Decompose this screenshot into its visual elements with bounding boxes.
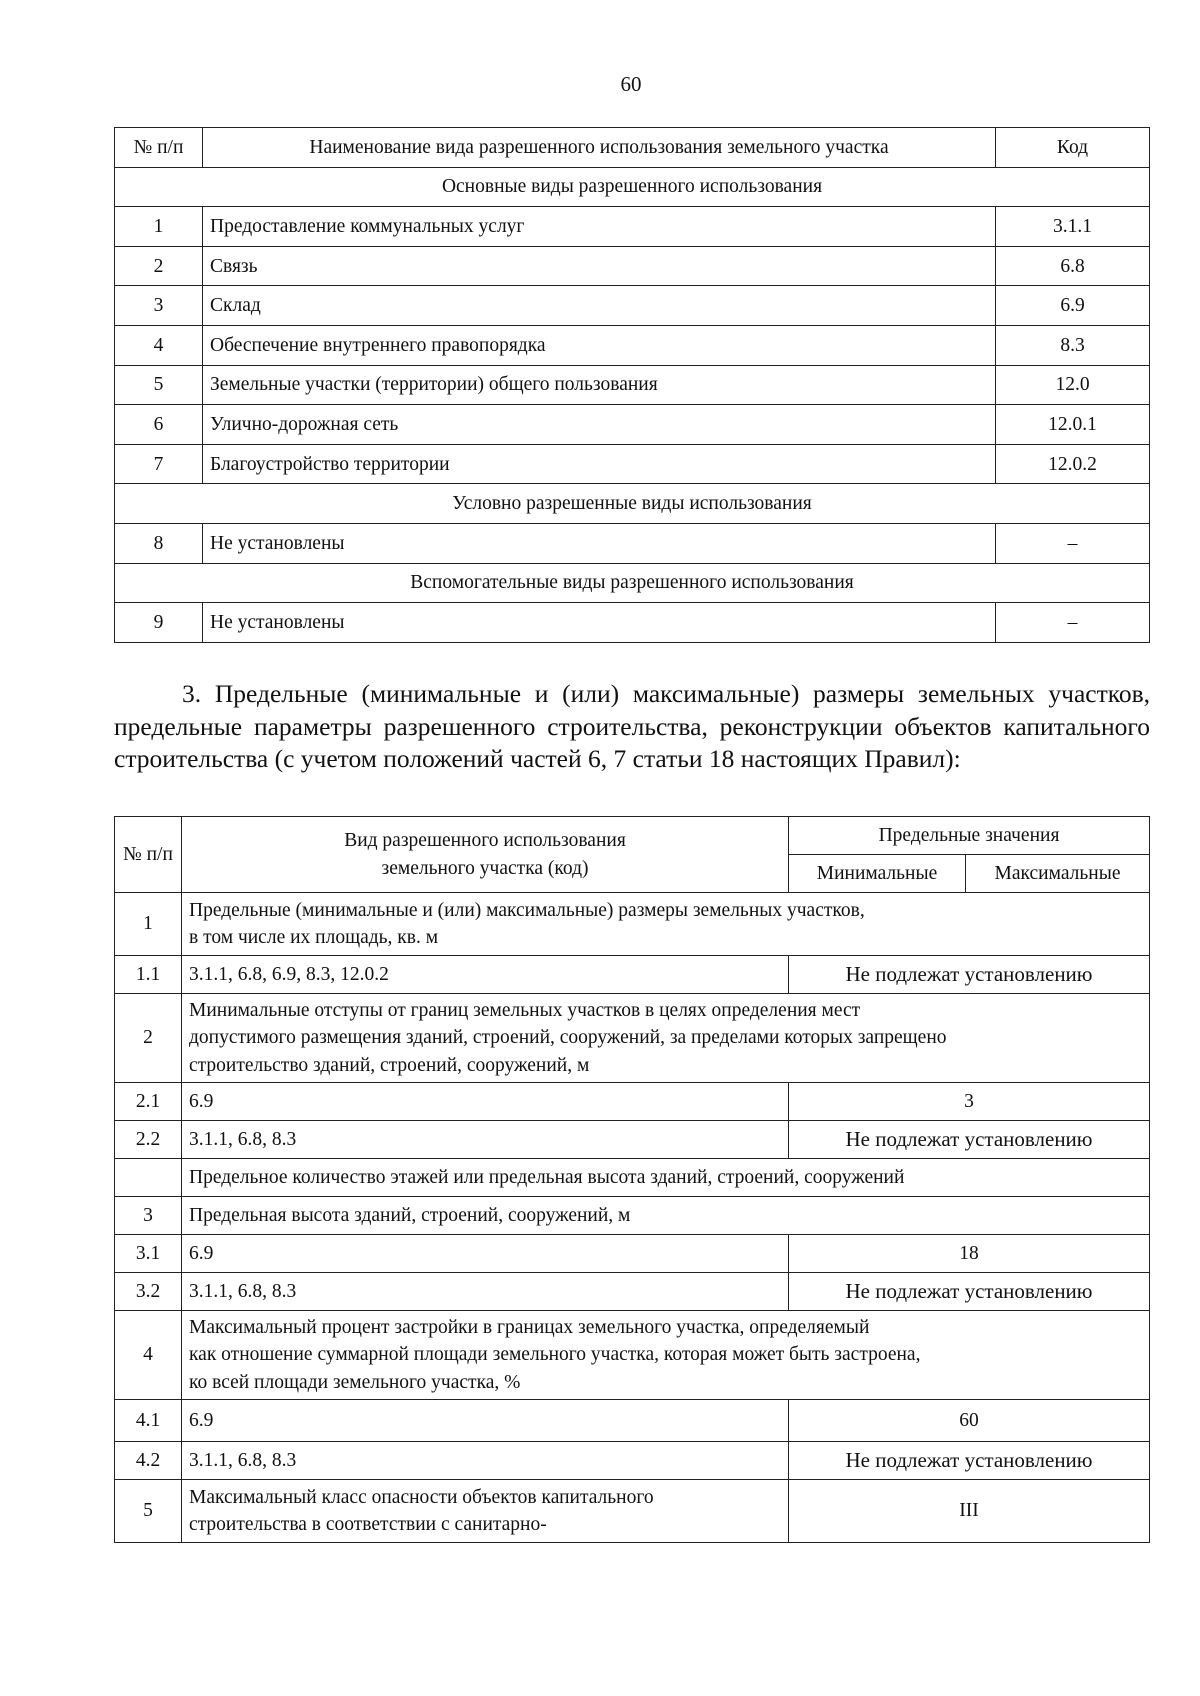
section-conditional: Условно разрешенные виды использования <box>115 484 1150 524</box>
row-text <box>182 1311 1150 1400</box>
table-row <box>115 1273 1150 1311</box>
table-row <box>115 523 1150 563</box>
row-text-line: допустимого размещения зданий, строений, сооружений, за пределами которых запрещено <box>189 1027 947 1049</box>
row-text-line: как отношение суммарной площади земельного участка, которая может быть застроена, <box>189 1344 921 1366</box>
row-num: 2.1 <box>115 1083 182 1121</box>
header-kind <box>182 817 789 893</box>
row-num: 5 <box>115 365 203 405</box>
row-text-line: строительство зданий, строений, сооружений, м <box>189 1054 590 1076</box>
header-min: Минимальные <box>789 855 966 893</box>
section-row <box>115 563 1150 603</box>
row-text-line: строительства в соответствии с санитарно- <box>189 1514 547 1535</box>
row-num: 9 <box>115 603 203 643</box>
row-num: 5 <box>115 1480 182 1543</box>
row-num: 4.1 <box>115 1400 182 1442</box>
table-row <box>115 325 1150 365</box>
section-row <box>115 484 1150 524</box>
table-row <box>115 444 1150 484</box>
row-name: Не установлены <box>203 523 996 563</box>
row-name: Земельные участки (территории) общего пользования <box>203 365 996 405</box>
table-row <box>115 1083 1150 1121</box>
row-codes: 6.9 <box>182 1235 789 1273</box>
header-code: Код <box>996 128 1150 168</box>
row-text <box>182 893 1150 956</box>
row-text-line: в том числе их площадь, кв. м <box>189 927 439 948</box>
row-name: Улично-дорожная сеть <box>203 405 996 445</box>
row-value: 60 <box>789 1400 1150 1442</box>
table-row <box>115 1159 1150 1197</box>
header-kind-line: земельного участка (код) <box>381 857 589 879</box>
row-code: 6.8 <box>996 246 1150 286</box>
row-num: 4.2 <box>115 1442 182 1480</box>
row-text: Предельное количество этажей или предельная высота зданий, строений, сооружений <box>182 1159 1150 1197</box>
row-text-line: Максимальный класс опасности объектов капитального <box>189 1486 654 1508</box>
row-num: 6 <box>115 405 203 445</box>
header-max: Максимальные <box>966 855 1150 893</box>
table-row <box>115 1400 1150 1442</box>
row-code: 12.0.1 <box>996 405 1150 445</box>
row-text-line: Максимальный процент застройки в границах земельного участка, определяемый <box>189 1316 870 1338</box>
row-num: 3 <box>115 286 203 326</box>
row-name: Предоставление коммунальных услуг <box>203 207 996 247</box>
paragraph-line: объектов капитального строительства (с учетом положений частей 6, 7 статьи 18 <box>114 711 1151 773</box>
row-code: 3.1.1 <box>996 207 1150 247</box>
header-kind-line: Вид разрешенного использования <box>344 830 626 851</box>
row-value: III <box>789 1480 1150 1543</box>
table-row <box>115 1121 1150 1159</box>
row-num: 3.2 <box>115 1273 182 1311</box>
row-code: 6.9 <box>996 286 1150 326</box>
row-num <box>115 1159 182 1197</box>
section-row <box>115 167 1150 207</box>
section-auxiliary: Вспомогательные виды разрешенного использования <box>115 563 1150 603</box>
row-value: Не подлежат установлению <box>789 1273 1150 1311</box>
row-codes: 6.9 <box>182 1400 789 1442</box>
row-text: Предельная высота зданий, строений, сооружений, м <box>182 1197 1150 1235</box>
header-num: № п/п <box>115 817 182 893</box>
table-row <box>115 1197 1150 1235</box>
limits-table <box>114 816 1150 1543</box>
table-row <box>115 956 1150 994</box>
row-code: – <box>996 523 1150 563</box>
row-name: Благоустройство территории <box>203 444 996 484</box>
row-text-line: Минимальные отступы от границ земельных участков в целях определения мест <box>189 999 861 1021</box>
row-num: 3 <box>115 1197 182 1235</box>
row-text-line: Предельные (минимальные и (или) максимальные) размеры земельных участков, <box>189 899 865 921</box>
row-text-line: ко всей площади земельного участка, % <box>189 1371 521 1393</box>
row-num: 7 <box>115 444 203 484</box>
row-name: Обеспечение внутреннего правопорядка <box>203 325 996 365</box>
table-row <box>115 246 1150 286</box>
row-name: Не установлены <box>203 603 996 643</box>
row-text <box>182 994 1150 1083</box>
table-row <box>115 365 1150 405</box>
row-num: 1 <box>115 207 203 247</box>
table-row <box>115 1442 1150 1480</box>
row-num: 3.1 <box>115 1235 182 1273</box>
row-value: Не подлежат установлению <box>789 1121 1150 1159</box>
table-row <box>115 1311 1150 1400</box>
row-code: 8.3 <box>996 325 1150 365</box>
permitted-use-table <box>114 127 1150 643</box>
table-row <box>115 1480 1150 1543</box>
table-header-row <box>115 817 1150 855</box>
row-num: 2 <box>115 994 182 1083</box>
row-code: – <box>996 603 1150 643</box>
row-num: 2 <box>115 246 203 286</box>
header-name: Наименование вида разрешенного использования земельного участка <box>203 128 996 168</box>
row-codes: 3.1.1, 6.8, 8.3 <box>182 1273 789 1311</box>
row-value: 18 <box>789 1235 1150 1273</box>
row-num: 1 <box>115 893 182 956</box>
page-number: 60 <box>620 72 642 96</box>
paragraph-line: 3. Предельные (минимальные и (или) максимальные) размеры земельных <box>182 679 1035 708</box>
row-codes: 6.9 <box>182 1083 789 1121</box>
section-3-paragraph <box>114 678 1150 776</box>
table-row <box>115 207 1150 247</box>
row-num: 4 <box>115 325 203 365</box>
table-row <box>115 603 1150 643</box>
row-name: Склад <box>203 286 996 326</box>
section-main: Основные виды разрешенного использования <box>115 167 1150 207</box>
table-row <box>115 994 1150 1083</box>
table-header-row <box>115 128 1150 168</box>
row-num: 8 <box>115 523 203 563</box>
table-row <box>115 286 1150 326</box>
row-num: 1.1 <box>115 956 182 994</box>
row-codes: 3.1.1, 6.8, 8.3 <box>182 1121 789 1159</box>
table-row <box>115 405 1150 445</box>
paragraph-line: настоящих Правил): <box>740 744 961 773</box>
row-value: Не подлежат установлению <box>789 956 1150 994</box>
row-num: 2.2 <box>115 1121 182 1159</box>
row-name: Связь <box>203 246 996 286</box>
paragraph-line: участков, предельные параметры разрешенного строительства, реконструкции <box>114 679 1151 741</box>
row-value: Не подлежат установлению <box>789 1442 1150 1480</box>
header-num: № п/п <box>115 128 203 168</box>
row-code: 12.0 <box>996 365 1150 405</box>
row-value: 3 <box>789 1083 1150 1121</box>
row-codes: 3.1.1, 6.8, 8.3 <box>182 1442 789 1480</box>
row-code: 12.0.2 <box>996 444 1150 484</box>
row-num: 4 <box>115 1311 182 1400</box>
header-limits: Предельные значения <box>789 817 1150 855</box>
table-row <box>115 893 1150 956</box>
row-codes: 3.1.1, 6.8, 6.9, 8.3, 12.0.2 <box>182 956 789 994</box>
table-row <box>115 1235 1150 1273</box>
row-text <box>182 1480 789 1543</box>
